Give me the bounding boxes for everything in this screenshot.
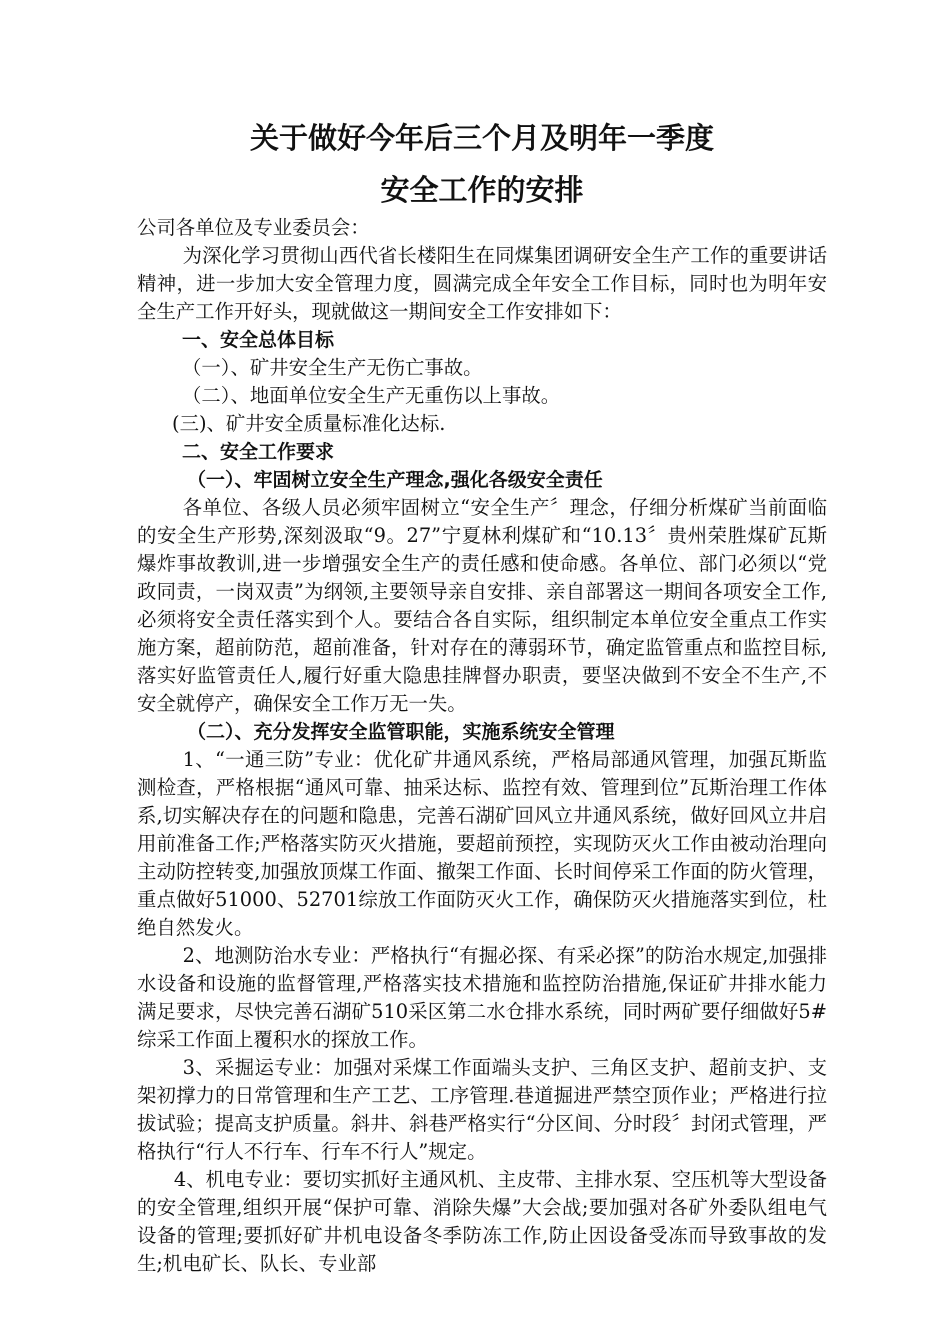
item-paragraph-4: 4、机电专业：要切实抓好主通风机、主皮带、主排水泵、空压机等大型设备的安全管理,组织开展“保护可靠、消除失爆”大会战;要加强对各矿外委队组电气设备的管理;要抓好矿井机电设备冬季防冻工作,防止因设备受冻而导致事故的发生;机电矿长、队长、专业部 <box>137 1168 827 1275</box>
item-paragraph-1: 1、“一通三防”专业：优化矿井通风系统，严格局部通风管理，加强瓦斯监测检查，严格根据“通风可靠、抽采达标、监控有效、管理到位”瓦斯治理工作体系,切实解决存在的问题和隐患，完善石湖矿回风立井通风系统，做好回风立井启用前准备工作;严格落实防灭火措施，要超前预控，实现防灭火工作由被动治理向主动防控转变,加强放顶煤工作面、撤架工作面、长时间停采工作面的防火管理，重点做好51000、52701综放工作面防灭火工作，确保防灭火措施落实到位，杜绝自然发火。 <box>137 748 827 939</box>
document-title-line2: 安全工作的安排 <box>380 173 584 207</box>
goal-item-3: (三)、矿井安全质量标准化达标. <box>172 412 446 435</box>
section2-heading: 二、安全工作要求 <box>182 441 335 463</box>
section1-heading: 一、安全总体目标 <box>182 329 335 351</box>
sub1-paragraph: 各单位、各级人员必须牢固树立“安全生产〞理念，仔细分析煤矿当前面临的安全生产形势,深刻汲取“9。27”宁夏林利煤矿和“10.13〞贵州荣胜煤矿瓦斯爆炸事故教训,进一步增强安全生产的责任感和使命感。各单位、部门必须以“党政同责，一岗双责”为纲领,主要领导亲自安排、亲自部署这一期间各项安全工作,必须将安全责任落实到个人。要结合各自实际，组织制定本单位安全重点工作实施方案，超前防范，超前准备，针对存在的薄弱环节，确定监管重点和监控目标,落实好监管责任人,履行好重大隐患挂牌督办职责，要坚决做到不安全不生产,不安全就停产，确保安全工作万无一失。 <box>137 496 827 715</box>
item-paragraph-3: 3、采掘运专业：加强对采煤工作面端头支护、三角区支护、超前支护、支架初撑力的日常管理和生产工艺、工序管理.巷道掘进严禁空顶作业；严格进行拉拔试验；提高支护质量。斜井、斜巷严格实行“分区间、分时段〞封闭式管理，严格执行“行人不行车、行车不行人”规定。 <box>137 1056 827 1163</box>
document-page <box>137 118 827 1278</box>
sub1-heading: （一）、牢固树立安全生产理念,强化各级安全责任 <box>187 469 603 491</box>
document-title-line1: 关于做好今年后三个月及明年一季度 <box>249 121 714 155</box>
sub2-heading: （二）、充分发挥安全监管职能，实施系统安全管理 <box>187 721 615 743</box>
goal-item-2: （二）、地面单位安全生产无重伤以上事故。 <box>182 384 561 407</box>
item-paragraph-2: 2、地测防治水专业：严格执行“有掘必探、有采必探”的防治水规定,加强排水设备和设施的监督管理,严格落实技术措施和监控防治措施,保证矿井排水能力满足要求，尽快完善石湖矿510采区第二水仓排水系统，同时两矿要仔细做好5#综采工作面上覆积水的探放工作。 <box>137 944 827 1051</box>
salutation: 公司各单位及专业委员会： <box>137 216 370 239</box>
intro-paragraph: 为深化学习贯彻山西代省长楼阳生在同煤集团调研安全生产工作的重要讲话精神，进一步加大安全管理力度，圆满完成全年安全工作目标，同时也为明年安全生产工作开好头，现就做这一期间安全工作安排如下： <box>137 244 827 323</box>
goal-item-1: （一）、矿井安全生产无伤亡事故。 <box>182 356 483 379</box>
